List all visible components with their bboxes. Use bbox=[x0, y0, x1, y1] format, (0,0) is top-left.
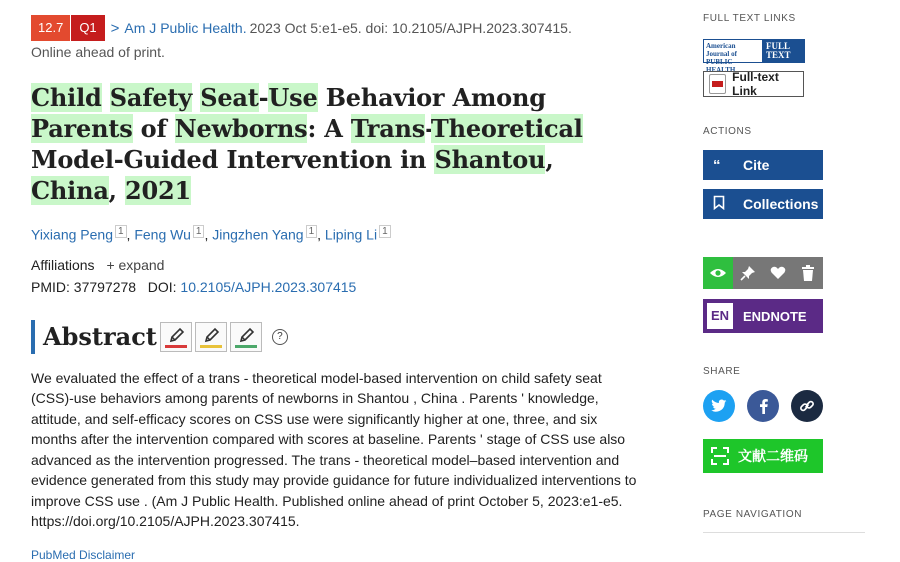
full-text-link-button[interactable] bbox=[703, 71, 804, 97]
author-link[interactable]: Jingzhen Yang bbox=[212, 226, 304, 243]
title-text bbox=[102, 83, 110, 112]
publication-status: Online ahead of print. bbox=[31, 44, 165, 60]
qr-code-label: 文献二维码 bbox=[738, 448, 808, 464]
abstract-header bbox=[31, 320, 641, 354]
title-text: : A bbox=[307, 114, 351, 143]
page-title bbox=[31, 82, 641, 206]
twitter-icon[interactable] bbox=[703, 390, 735, 422]
actions-label: ACTIONS bbox=[703, 126, 752, 137]
title-highlight-term: Newborns bbox=[174, 114, 308, 143]
highlight-red-pen-icon[interactable] bbox=[160, 322, 192, 352]
article-main bbox=[31, 14, 641, 562]
collections-label: Collections bbox=[743, 196, 819, 212]
title-highlight-term: 2021 bbox=[124, 176, 191, 205]
title-text: Model-Guided Intervention in bbox=[31, 145, 435, 174]
title-text: , bbox=[108, 176, 125, 205]
full-text-links-label: FULL TEXT LINKS bbox=[703, 13, 796, 24]
ajph-logo-left: American Journal of PUBLIC HEALTH bbox=[703, 39, 763, 63]
pdf-icon bbox=[709, 74, 726, 94]
title-text: - bbox=[258, 83, 269, 112]
journal-link[interactable]: Am J Public Health. bbox=[124, 20, 247, 36]
title-highlight-term: Trans bbox=[350, 114, 426, 143]
impact-factor-badge: 12.7 bbox=[31, 15, 70, 41]
affiliations-toggle[interactable] bbox=[31, 257, 641, 273]
author-link[interactable]: Yixiang Peng bbox=[31, 226, 113, 243]
pmid: PMID: 37797278 bbox=[31, 278, 137, 295]
quote-icon: “ bbox=[713, 156, 721, 174]
author-affiliation-ref[interactable]: 1 bbox=[379, 225, 391, 238]
share-label: SHARE bbox=[703, 366, 741, 377]
title-highlight-term: Safety bbox=[109, 83, 193, 112]
author-link[interactable]: Liping Li bbox=[324, 226, 378, 243]
title-highlight-term: China bbox=[31, 176, 109, 205]
pin-icon[interactable] bbox=[733, 257, 763, 289]
title-text bbox=[192, 83, 200, 112]
abstract-accent-bar bbox=[31, 320, 35, 354]
author-affiliation-ref[interactable]: 1 bbox=[193, 225, 205, 238]
identifiers bbox=[31, 279, 641, 295]
cite-label: Cite bbox=[743, 157, 770, 173]
highlight-yellow-pen-icon[interactable] bbox=[195, 322, 227, 352]
ajph-full-text-logo[interactable] bbox=[703, 39, 805, 74]
citation-details: 2023 Oct 5:e1-e5. doi: 10.2105/AJPH.2023.307415. bbox=[249, 20, 572, 36]
full-text-link-label: Full-text Link bbox=[732, 70, 779, 98]
title-highlight-term: Theoretical bbox=[430, 114, 583, 143]
title-highlight-term: Shantou bbox=[434, 145, 546, 174]
title-highlight-term: Child bbox=[31, 83, 102, 112]
title-highlight-term: Seat bbox=[200, 83, 259, 112]
page-navigation-label: PAGE NAVIGATION bbox=[703, 509, 803, 520]
heart-icon[interactable] bbox=[763, 257, 793, 289]
title-text: Behavior Among bbox=[317, 83, 546, 112]
affiliations-label: Affiliations bbox=[31, 256, 95, 273]
help-icon[interactable]: ? bbox=[272, 329, 288, 345]
abstract-text: We evaluated the effect of a trans - theoretical model-based intervention on child safety seat (CSS)-use behaviors among parents of newborns in Shantou , China . Parents ' knowledge, attitude, and self-efficacy scores on CSS use were significantly higher at one, three, and six months after the intervention compared with scores at baseline. Parents ' stage of CSS use also advanced as the intervention progressed. The trans - theoretical model–based intervention and evidence generated from this study may provide guidance for future individualized interventions to improve CSS use . (Am J Public Health. Published online ahead of print October 5, 2023:e1-e5. https://doi.org/10.2105/AJPH.2023.307415. bbox=[31, 369, 637, 530]
qr-code-button[interactable] bbox=[703, 439, 823, 473]
abstract-title: Abstract bbox=[43, 322, 157, 352]
doi-label: DOI: bbox=[147, 278, 177, 295]
author-link[interactable]: Feng Wu bbox=[134, 226, 191, 243]
cite-button[interactable] bbox=[703, 150, 823, 180]
citation-line bbox=[31, 14, 641, 42]
pubmed-disclaimer-link[interactable]: PubMed Disclaimer bbox=[31, 547, 136, 562]
doi-link[interactable]: 10.2105/AJPH.2023.307415 bbox=[180, 278, 357, 295]
expand-button[interactable]: + expand bbox=[106, 256, 165, 273]
author-affiliation-ref[interactable]: 1 bbox=[115, 225, 127, 238]
endnote-label: ENDNOTE bbox=[743, 308, 807, 324]
copy-link-icon[interactable] bbox=[791, 390, 823, 422]
title-text: , bbox=[545, 145, 554, 174]
trash-icon[interactable] bbox=[793, 257, 823, 289]
chevron-right-icon[interactable]: > bbox=[110, 19, 120, 37]
author-affiliation-ref[interactable]: 1 bbox=[306, 225, 318, 238]
endnote-badge: EN bbox=[707, 303, 733, 329]
quartile-badge: Q1 bbox=[71, 15, 104, 41]
facebook-icon[interactable] bbox=[747, 390, 779, 422]
tool-strip bbox=[703, 257, 823, 289]
ajph-logo-right: FULL TEXT bbox=[766, 41, 791, 60]
highlight-green-pen-icon[interactable] bbox=[230, 322, 262, 352]
eye-icon[interactable] bbox=[703, 257, 733, 289]
endnote-button[interactable] bbox=[703, 299, 823, 333]
scan-qr-icon bbox=[711, 447, 729, 465]
title-text: of bbox=[132, 114, 175, 143]
author-list: Yixiang Peng $^1$ , Feng Wu $^1$ , Jingzhen Yang $^1$ , Liping Li $^1$ bbox=[31, 226, 641, 243]
page-navigation-divider bbox=[703, 532, 865, 533]
collections-button[interactable] bbox=[703, 189, 823, 219]
title-highlight-term: Use bbox=[268, 83, 318, 112]
bookmark-icon bbox=[713, 195, 733, 214]
title-text: - bbox=[425, 114, 431, 143]
title-highlight-term: Parents bbox=[31, 114, 133, 143]
